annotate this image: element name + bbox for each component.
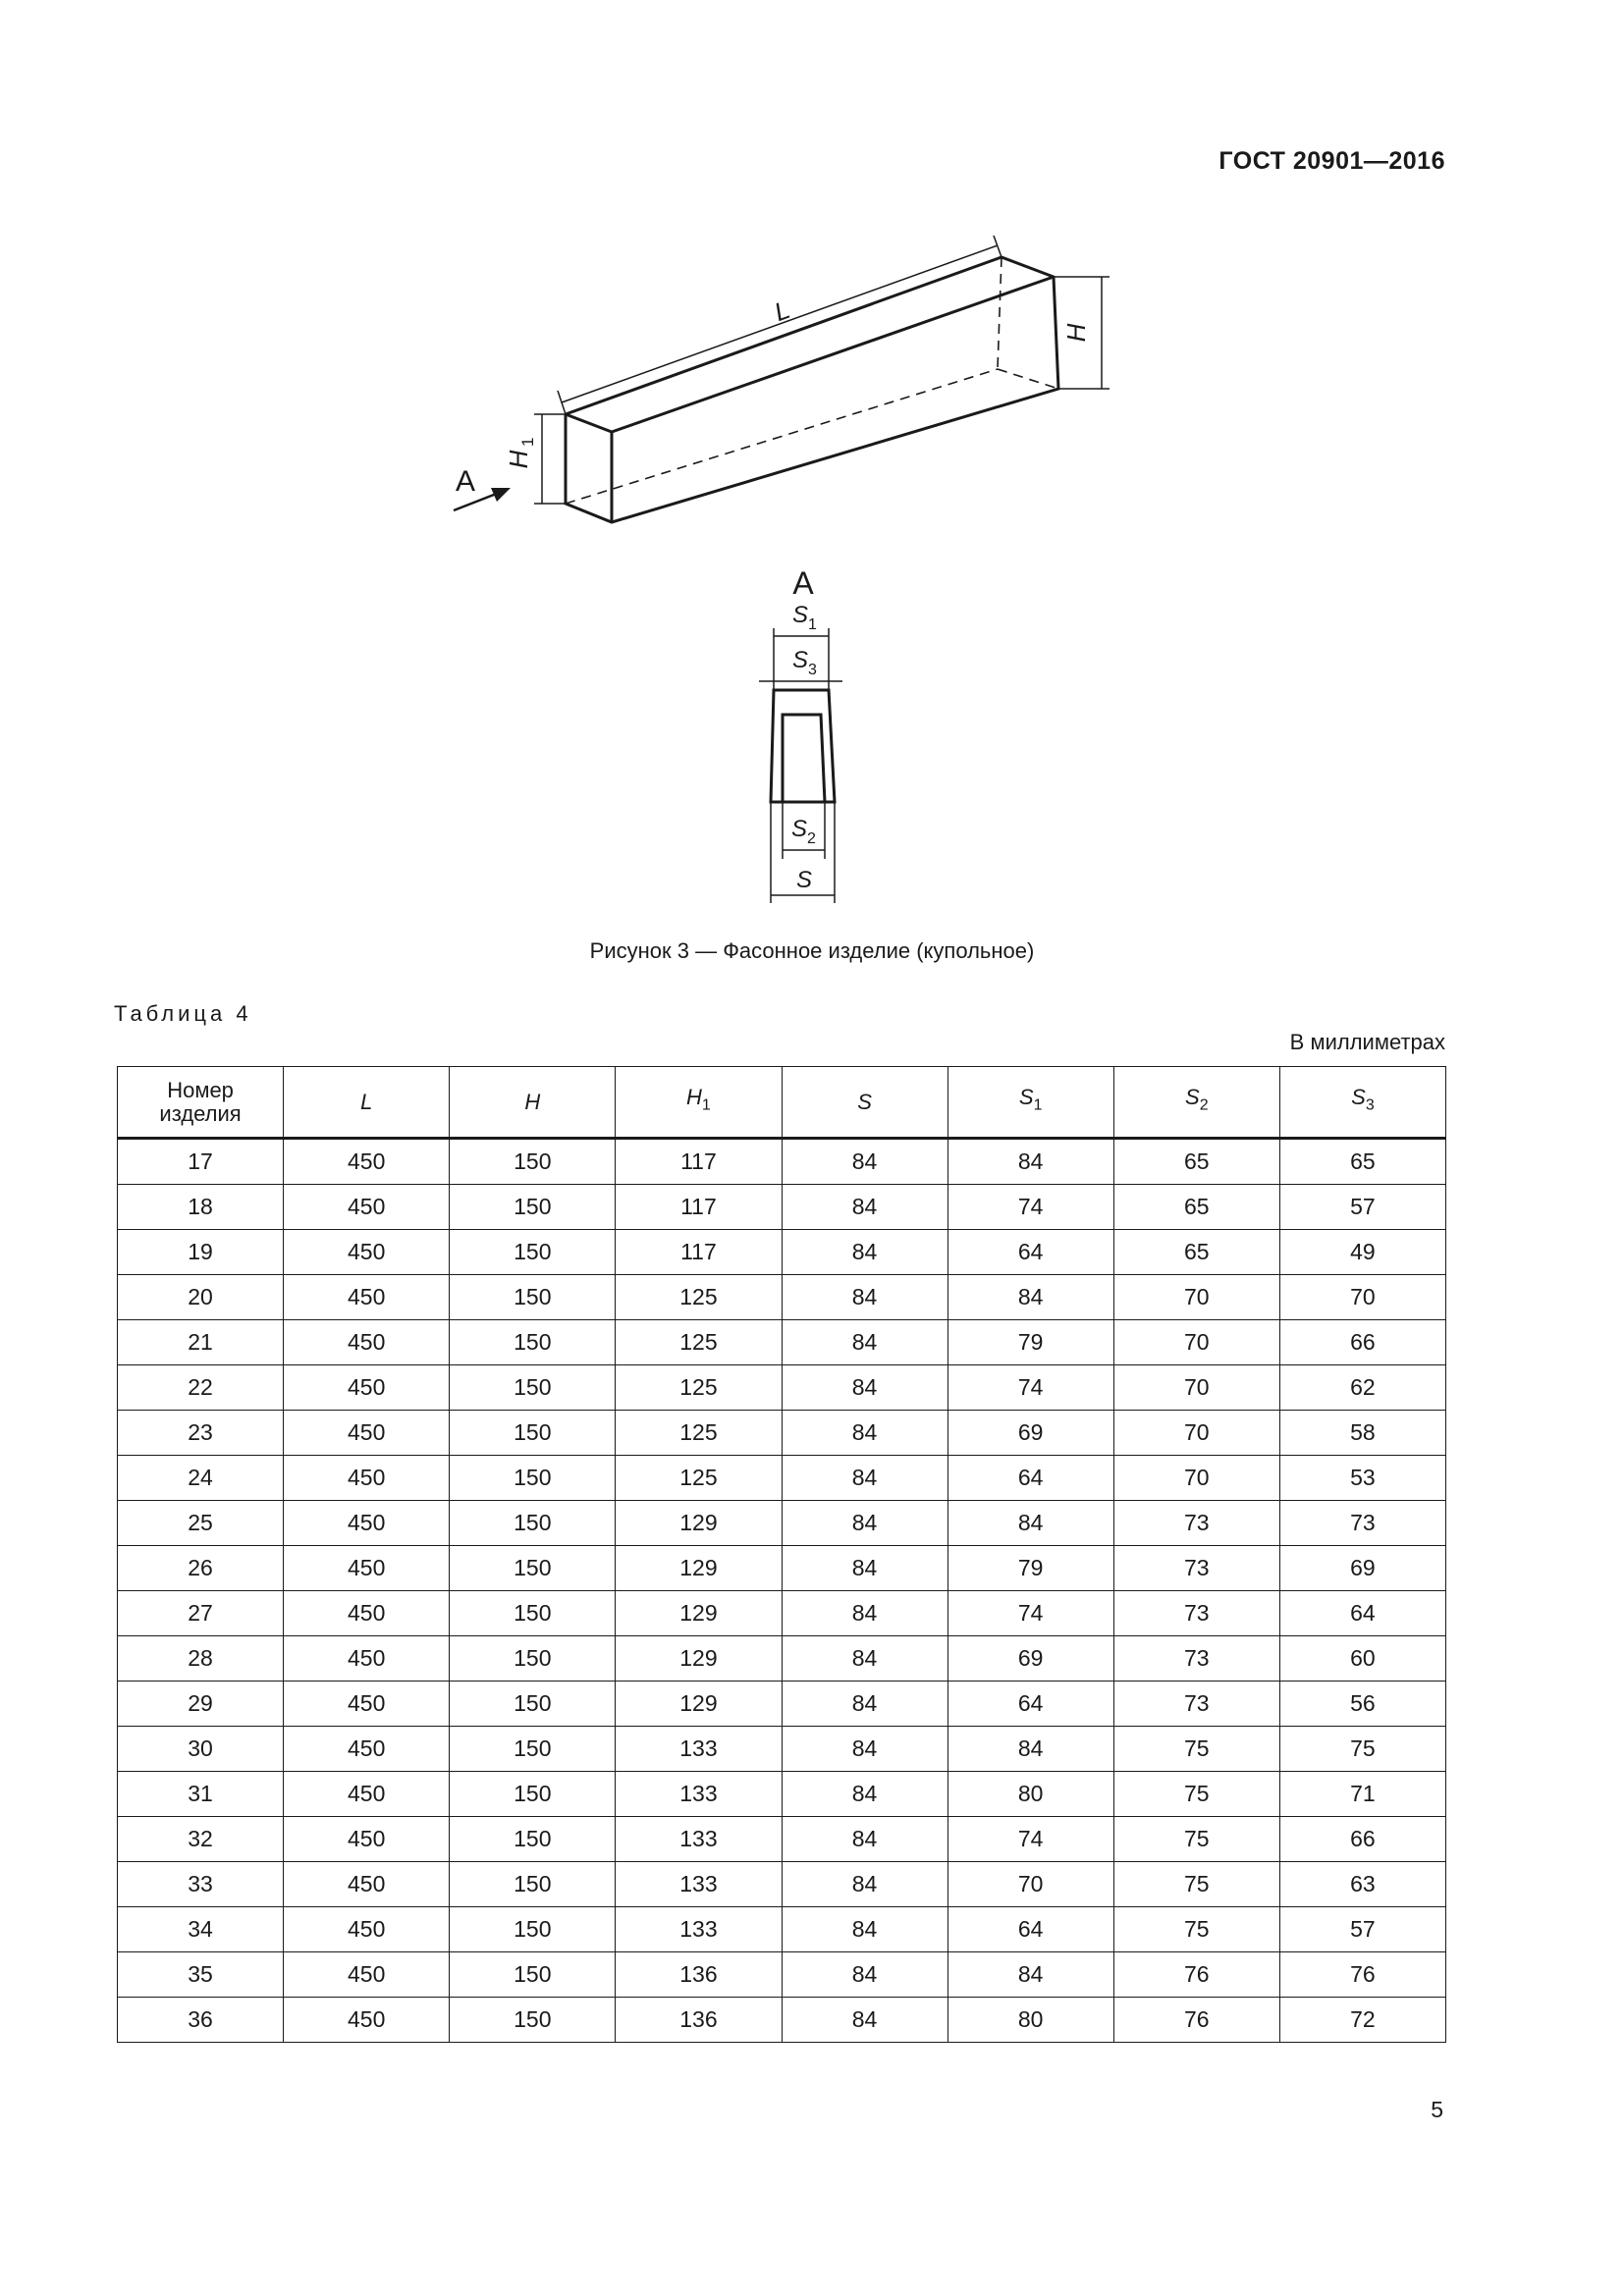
header-S3: $S_3$ <box>1279 1067 1445 1139</box>
table-cell: 129 <box>616 1636 782 1682</box>
label-L: L <box>770 294 794 328</box>
isometric-block <box>454 236 1110 522</box>
table-cell: 62 <box>1279 1365 1445 1411</box>
table-cell: 70 <box>1113 1365 1279 1411</box>
svg-text:S: S <box>792 647 809 673</box>
table-cell: 450 <box>284 1591 450 1636</box>
table-cell: 150 <box>450 1185 616 1230</box>
table-cell: 150 <box>450 1365 616 1411</box>
table-cell: 125 <box>616 1365 782 1411</box>
section-inner <box>783 715 825 802</box>
table-cell: 150 <box>450 1591 616 1636</box>
table-cell: 150 <box>450 1772 616 1817</box>
table-cell: 57 <box>1279 1185 1445 1230</box>
block-outline <box>566 257 1058 522</box>
table-cell: 75 <box>1113 1727 1279 1772</box>
table-cell: 150 <box>450 1907 616 1952</box>
table-cell: 84 <box>782 1907 947 1952</box>
label-H: H <box>1061 323 1091 343</box>
table-cell: 117 <box>616 1185 782 1230</box>
table-row <box>118 1636 1446 1682</box>
table-cell: 84 <box>782 1862 947 1907</box>
table-cell: 74 <box>947 1365 1113 1411</box>
header-H: H <box>450 1067 616 1139</box>
svg-text:S: S <box>792 602 809 628</box>
label-S1 <box>792 602 817 633</box>
table-cell: 32 <box>118 1817 284 1862</box>
hidden-bottom-edge <box>566 369 998 504</box>
table-cell: 70 <box>1113 1275 1279 1320</box>
table-cell: 74 <box>947 1591 1113 1636</box>
table-cell: 71 <box>1279 1772 1445 1817</box>
table-cell: 450 <box>284 1636 450 1682</box>
table-cell: 76 <box>1113 1998 1279 2043</box>
table-cell: 73 <box>1113 1591 1279 1636</box>
table-cell: 26 <box>118 1546 284 1591</box>
table-row <box>118 1456 1446 1501</box>
table-cell: 69 <box>1279 1546 1445 1591</box>
table-cell: 64 <box>947 1682 1113 1727</box>
table-cell: 58 <box>1279 1411 1445 1456</box>
table-cell: 73 <box>1113 1501 1279 1546</box>
table-cell: 74 <box>947 1185 1113 1230</box>
table-cell: 20 <box>118 1275 284 1320</box>
table-cell: 27 <box>118 1591 284 1636</box>
header-H1: $H_1$ <box>616 1067 782 1139</box>
dimensions-table <box>117 1066 1446 2043</box>
table-cell: 450 <box>284 1546 450 1591</box>
table-cell: 450 <box>284 1501 450 1546</box>
table-cell: 84 <box>782 1546 947 1591</box>
table-cell: 63 <box>1279 1862 1445 1907</box>
table-row <box>118 1501 1446 1546</box>
table-cell: 450 <box>284 1230 450 1275</box>
table-cell: 150 <box>450 1727 616 1772</box>
table-cell: 70 <box>1113 1320 1279 1365</box>
table-cell: 66 <box>1279 1320 1445 1365</box>
table-units: В миллиметрах <box>1289 1030 1445 1054</box>
table-cell: 64 <box>1279 1591 1445 1636</box>
table-cell: 75 <box>1113 1817 1279 1862</box>
table-cell: 450 <box>284 1772 450 1817</box>
table-cell: 84 <box>782 1817 947 1862</box>
table-cell: 133 <box>616 1727 782 1772</box>
label-S: S <box>796 867 813 893</box>
table-cell: 133 <box>616 1817 782 1862</box>
table-cell: 53 <box>1279 1456 1445 1501</box>
dim-H1 <box>534 414 566 504</box>
table-cell: 76 <box>1279 1952 1445 1998</box>
table-row <box>118 1727 1446 1772</box>
table-cell: 84 <box>782 1952 947 1998</box>
svg-text:1: 1 <box>518 437 537 447</box>
table-cell: 84 <box>782 1365 947 1411</box>
table-cell: 65 <box>1279 1139 1445 1185</box>
table-cell: 150 <box>450 1230 616 1275</box>
table-cell: 19 <box>118 1230 284 1275</box>
table-cell: 64 <box>947 1230 1113 1275</box>
table-row <box>118 1591 1446 1636</box>
page-number: 5 <box>1431 2097 1443 2122</box>
table-cell: 66 <box>1279 1817 1445 1862</box>
table-cell: 150 <box>450 1501 616 1546</box>
table-cell: 73 <box>1113 1682 1279 1727</box>
table-cell: 450 <box>284 1862 450 1907</box>
table-cell: 73 <box>1113 1546 1279 1591</box>
table-cell: 125 <box>616 1411 782 1456</box>
table-cell: 84 <box>782 1501 947 1546</box>
table-cell: 84 <box>947 1952 1113 1998</box>
table-cell: 84 <box>947 1275 1113 1320</box>
table-cell: 34 <box>118 1907 284 1952</box>
table-cell: 70 <box>1113 1456 1279 1501</box>
table-cell: 150 <box>450 1546 616 1591</box>
table-row <box>118 1772 1446 1817</box>
table-cell: 84 <box>782 1591 947 1636</box>
table-cell: 72 <box>1279 1998 1445 2043</box>
table-cell: 69 <box>947 1411 1113 1456</box>
table-row <box>118 1275 1446 1320</box>
table-cell: 150 <box>450 1682 616 1727</box>
table-cell: 24 <box>118 1456 284 1501</box>
table-row <box>118 1185 1446 1230</box>
table-cell: 150 <box>450 1320 616 1365</box>
table-cell: 125 <box>616 1320 782 1365</box>
table-cell: 450 <box>284 1139 450 1185</box>
table-cell: 450 <box>284 1411 450 1456</box>
figure-caption: Рисунок 3 — Фасонное изделие (купольное) <box>589 938 1035 963</box>
table-cell: 450 <box>284 1817 450 1862</box>
table-cell: 84 <box>947 1501 1113 1546</box>
header-item-number: Номер изделия <box>118 1067 284 1139</box>
header-S: S <box>782 1067 947 1139</box>
table-cell: 117 <box>616 1139 782 1185</box>
table-cell: 150 <box>450 1998 616 2043</box>
label-S2 <box>791 816 816 847</box>
label-H1 <box>504 438 537 469</box>
table-cell: 84 <box>782 1636 947 1682</box>
table-cell: 23 <box>118 1411 284 1456</box>
table-cell: 450 <box>284 1682 450 1727</box>
header-L: L <box>284 1067 450 1139</box>
table-cell: 450 <box>284 1365 450 1411</box>
table-row <box>118 1230 1446 1275</box>
document-code: ГОСТ 20901—2016 <box>1218 147 1445 175</box>
table-row <box>118 1139 1446 1185</box>
header-S2: $S_2$ <box>1113 1067 1279 1139</box>
table-cell: 75 <box>1113 1907 1279 1952</box>
table-row <box>118 1546 1446 1591</box>
table-cell: 73 <box>1279 1501 1445 1546</box>
table-cell: 125 <box>616 1456 782 1501</box>
table-cell: 64 <box>947 1907 1113 1952</box>
table-cell: 18 <box>118 1185 284 1230</box>
table-cell: 75 <box>1279 1727 1445 1772</box>
table-cell: 450 <box>284 1998 450 2043</box>
table-cell: 150 <box>450 1456 616 1501</box>
table-cell: 136 <box>616 1952 782 1998</box>
svg-text:S: S <box>791 816 808 842</box>
table-cell: 133 <box>616 1772 782 1817</box>
table-cell: 129 <box>616 1546 782 1591</box>
table-cell: 84 <box>947 1727 1113 1772</box>
label-S3 <box>792 647 817 678</box>
table-cell: 450 <box>284 1952 450 1998</box>
table-cell: 129 <box>616 1501 782 1546</box>
table-row <box>118 1998 1446 2043</box>
table-cell: 129 <box>616 1682 782 1727</box>
table-cell: 84 <box>782 1456 947 1501</box>
table-cell: 84 <box>782 1320 947 1365</box>
table-cell: 49 <box>1279 1230 1445 1275</box>
table-row <box>118 1365 1446 1411</box>
table-cell: 80 <box>947 1772 1113 1817</box>
table-cell: 150 <box>450 1139 616 1185</box>
table-cell: 150 <box>450 1411 616 1456</box>
table-cell: 150 <box>450 1817 616 1862</box>
table-cell: 450 <box>284 1907 450 1952</box>
table-header-row <box>118 1067 1446 1139</box>
table-cell: 75 <box>1113 1772 1279 1817</box>
table-cell: 60 <box>1279 1636 1445 1682</box>
svg-text:3: 3 <box>808 662 817 678</box>
table-cell: 133 <box>616 1862 782 1907</box>
table-cell: 150 <box>450 1952 616 1998</box>
table-cell: 84 <box>782 1185 947 1230</box>
table-cell: 25 <box>118 1501 284 1546</box>
table-cell: 450 <box>284 1320 450 1365</box>
table-cell: 28 <box>118 1636 284 1682</box>
table-cell: 84 <box>782 1727 947 1772</box>
table-row <box>118 1952 1446 1998</box>
table-cell: 69 <box>947 1636 1113 1682</box>
table-cell: 70 <box>947 1862 1113 1907</box>
hidden-base-edge <box>998 369 1058 389</box>
table-cell: 133 <box>616 1907 782 1952</box>
label-view-arrow: A <box>456 465 476 498</box>
table-cell: 75 <box>1113 1862 1279 1907</box>
table-cell: 30 <box>118 1727 284 1772</box>
table-cell: 150 <box>450 1275 616 1320</box>
section-title: A <box>792 565 814 601</box>
table-cell: 79 <box>947 1546 1113 1591</box>
table-cell: 79 <box>947 1320 1113 1365</box>
hidden-back-vertical <box>998 257 1001 369</box>
table-cell: 84 <box>782 1275 947 1320</box>
technical-drawing <box>0 0 1624 942</box>
table-cell: 31 <box>118 1772 284 1817</box>
table-row <box>118 1320 1446 1365</box>
table-cell: 84 <box>782 1411 947 1456</box>
table-cell: 36 <box>118 1998 284 2043</box>
table-cell: 65 <box>1113 1185 1279 1230</box>
table-cell: 450 <box>284 1185 450 1230</box>
table-cell: 84 <box>947 1139 1113 1185</box>
table-cell: 21 <box>118 1320 284 1365</box>
header-S1: $S_1$ <box>947 1067 1113 1139</box>
table-cell: 117 <box>616 1230 782 1275</box>
table-cell: 73 <box>1113 1636 1279 1682</box>
svg-text:1: 1 <box>808 616 817 633</box>
block-top-edge <box>566 414 612 432</box>
table-row <box>118 1682 1446 1727</box>
table-cell: 70 <box>1113 1411 1279 1456</box>
table-title: Таблица 4 <box>114 1001 252 1026</box>
table-cell: 57 <box>1279 1907 1445 1952</box>
table-row <box>118 1862 1446 1907</box>
table-row <box>118 1907 1446 1952</box>
table-cell: 35 <box>118 1952 284 1998</box>
table-cell: 150 <box>450 1636 616 1682</box>
table-cell: 33 <box>118 1862 284 1907</box>
svg-text:2: 2 <box>807 830 816 847</box>
table-cell: 450 <box>284 1275 450 1320</box>
table-cell: 65 <box>1113 1230 1279 1275</box>
table-cell: 136 <box>616 1998 782 2043</box>
table-cell: 17 <box>118 1139 284 1185</box>
table-cell: 70 <box>1279 1275 1445 1320</box>
table-cell: 65 <box>1113 1139 1279 1185</box>
svg-text:H: H <box>504 450 533 469</box>
table-cell: 84 <box>782 1998 947 2043</box>
table-cell: 84 <box>782 1139 947 1185</box>
table-cell: 129 <box>616 1591 782 1636</box>
table-cell: 22 <box>118 1365 284 1411</box>
table-row <box>118 1817 1446 1862</box>
table-cell: 29 <box>118 1682 284 1727</box>
table-cell: 64 <box>947 1456 1113 1501</box>
table-cell: 150 <box>450 1862 616 1907</box>
table-cell: 80 <box>947 1998 1113 2043</box>
table-cell: 74 <box>947 1817 1113 1862</box>
table-body <box>118 1139 1446 2043</box>
table-cell: 84 <box>782 1682 947 1727</box>
table-cell: 56 <box>1279 1682 1445 1727</box>
table-row <box>118 1411 1446 1456</box>
table-cell: 76 <box>1113 1952 1279 1998</box>
table-cell: 84 <box>782 1772 947 1817</box>
table-cell: 125 <box>616 1275 782 1320</box>
table-cell: 84 <box>782 1230 947 1275</box>
table-cell: 450 <box>284 1456 450 1501</box>
table-cell: 450 <box>284 1727 450 1772</box>
